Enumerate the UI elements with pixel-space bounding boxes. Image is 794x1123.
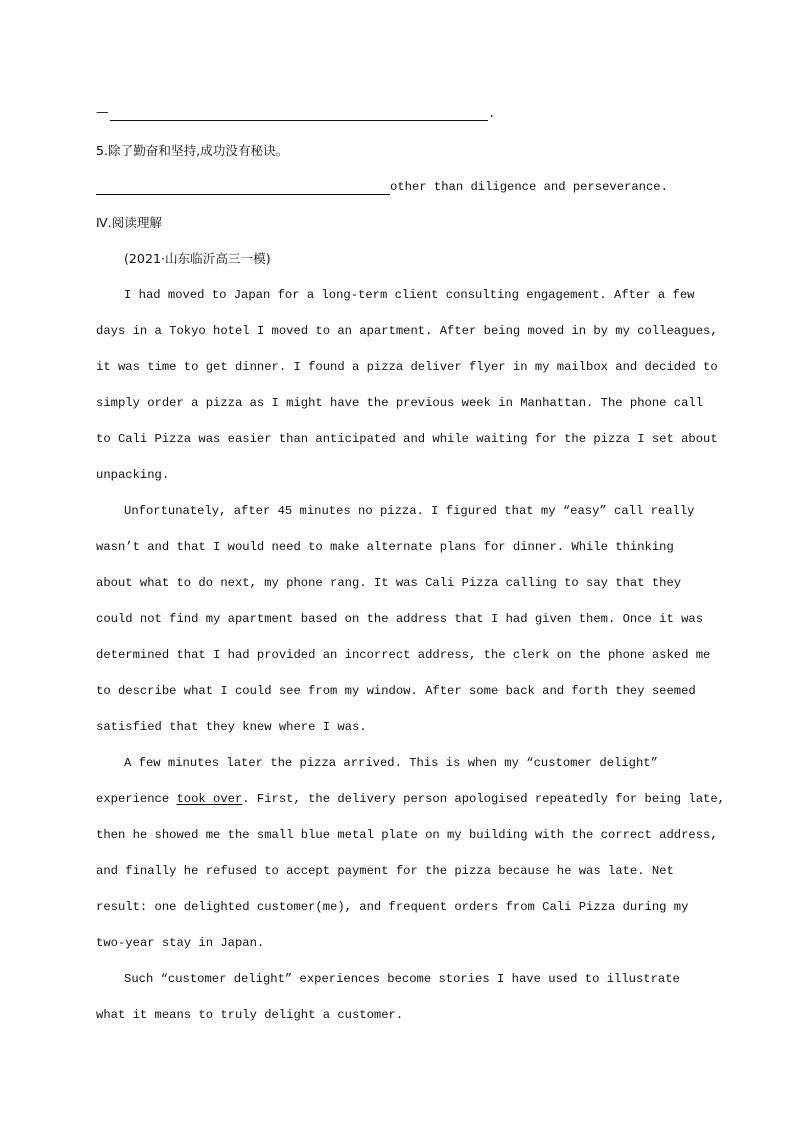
q5-answer-suffix: other than diligence and perseverance. xyxy=(390,180,668,194)
paragraph-line: A few minutes later the pizza arrived. This is when my “customer delight” xyxy=(124,756,658,770)
q4-period: . xyxy=(488,107,496,121)
paragraph-line: could not find my apartment based on the address that I had given them. Once it was xyxy=(96,612,704,626)
paragraph-line: Such “customer delight” experiences become stories I have used to illustrate xyxy=(124,972,680,986)
paragraph-line: what it means to truly delight a customer. xyxy=(96,1008,404,1022)
q4-dash: — xyxy=(96,104,109,119)
text-segment: experience xyxy=(96,792,177,806)
q5-blank-line xyxy=(96,194,390,195)
paragraph-line: simply order a pizza as I might have the previous week in Manhattan. The phone call xyxy=(96,396,704,410)
paragraph-line: determined that I had provided an incorrect address, the clerk on the phone asked me xyxy=(96,648,711,662)
paragraph-line: unpacking. xyxy=(96,468,170,482)
paragraph-line: Unfortunately, after 45 minutes no pizza. I figured that my “easy” call really xyxy=(124,504,695,518)
section-heading: Ⅳ.阅读理解 xyxy=(96,215,163,230)
paragraph-line xyxy=(96,791,725,807)
paragraph-line: days in a Tokyo hotel I moved to an apartment. After being moved in by my colleagues, xyxy=(96,324,718,338)
q4-blank-line xyxy=(110,120,488,121)
paragraph-line: it was time to get dinner. I found a pizza deliver flyer in my mailbox and decided to xyxy=(96,360,718,374)
paragraph-line: wasn’t and that I would need to make alternate plans for dinner. While thinking xyxy=(96,540,674,554)
paragraph-line: satisfied that they knew where I was. xyxy=(96,720,367,734)
paragraph-line: result: one delighted customer(me), and frequent orders from Cali Pizza during my xyxy=(96,900,689,914)
text-segment: . First, the delivery person apologised repeatedly for being late, xyxy=(242,792,725,806)
paragraph-line: to Cali Pizza was easier than anticipated and while waiting for the pizza I set about xyxy=(96,432,718,446)
paragraph-line: and finally he refused to accept payment for the pizza because he was late. Net xyxy=(96,864,674,878)
q5-prompt: 5.除了勤奋和坚持,成功没有秘诀。 xyxy=(96,143,289,158)
paragraph-line: about what to do next, my phone rang. It was Cali Pizza calling to say that they xyxy=(96,576,682,590)
passage-source: (2021·山东临沂高三一模) xyxy=(124,251,271,266)
paragraph-line: I had moved to Japan for a long-term client consulting engagement. After a few xyxy=(124,288,695,302)
paragraph-line: two-year stay in Japan. xyxy=(96,936,265,950)
paragraph-line: then he showed me the small blue metal plate on my building with the correct address, xyxy=(96,828,718,842)
underlined-phrase: took over xyxy=(176,792,243,806)
paragraph-line: to describe what I could see from my window. After some back and forth they seemed xyxy=(96,684,696,698)
